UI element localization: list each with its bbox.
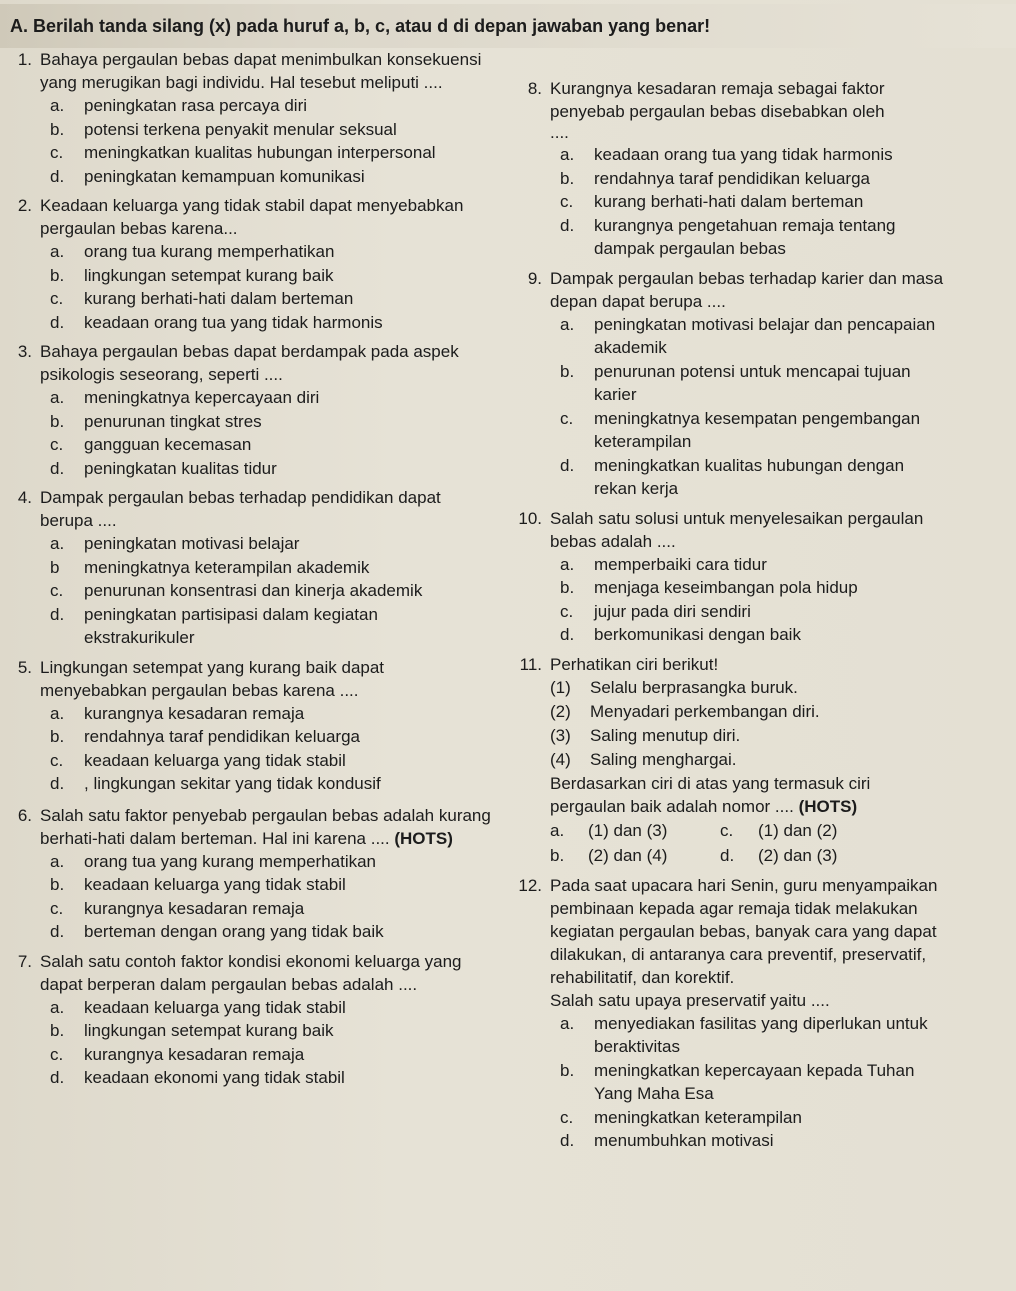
option-text: lingkungan setempat kurang baik [84,1021,334,1040]
option[interactable] [550,167,946,191]
option-key: c. [50,143,64,162]
option-key: d. [50,922,65,941]
question-6 [6,804,491,944]
option[interactable] [40,311,491,335]
option-text: kurangnya kesadaran remaja [84,703,305,723]
option-key: c. [560,192,574,211]
question-number: 7. [17,951,32,971]
option[interactable] [550,818,720,843]
option[interactable] [550,313,946,360]
option-text: meningkatkan kepercayaan kepada Tuhan Yang Maha Esa [594,1060,915,1103]
option-text: kurang berhati-hati dalam berteman [594,192,864,211]
option-text: kurangnya kesadaran remaja [84,1044,305,1064]
option[interactable] [40,897,491,921]
option-text: meningkatnya keterampilan akademik [84,557,370,577]
option-text: keadaan keluarga yang tidak stabil [84,875,346,894]
question-dots: .... [550,123,569,142]
option-key: a. [50,534,65,553]
option-key: c. [560,408,574,428]
question-5 [6,656,491,796]
option[interactable] [40,850,491,874]
option-text: penurunan konsentrasi dan kinerja akademik [84,581,423,600]
option-text: jujur pada diri sendiri [594,601,751,621]
option-key: d. [720,845,735,865]
option[interactable] [550,1106,946,1130]
option[interactable] [550,143,946,167]
option-text: lingkungan setempat kurang baik [84,265,334,285]
option-key: d. [50,458,65,478]
option-key: d. [50,604,65,624]
option-key: b. [560,361,575,381]
option[interactable] [40,579,491,603]
option[interactable] [40,996,491,1020]
option[interactable] [550,600,946,624]
option[interactable] [40,240,491,264]
statement-key: (2) [550,701,571,721]
question-text: Bahaya pergaulan bebas dapat berdampak pada aspek psikologis seseorang, seperti .... [40,342,459,384]
option[interactable] [40,457,491,481]
option[interactable] [40,386,491,410]
option[interactable] [40,165,491,189]
option[interactable] [40,556,491,580]
option-text: meningkatkan kualitas hubungan dengan rekan kerja [594,455,905,498]
option-text: menjaga keseimbangan pola hidup [594,578,858,597]
question-text: Keadaan keluarga yang tidak stabil dapat menyebabkan pergaulan bebas karena... [40,196,464,238]
option[interactable] [40,264,491,288]
option[interactable] [550,553,946,577]
question-10 [506,507,946,647]
option-key: d. [50,1068,65,1087]
option-text: orang tua kurang memperhatikan [84,242,335,261]
statement [550,700,946,724]
question-8 [506,77,946,261]
option-text: gangguan kecemasan [84,435,252,454]
option-text: peningkatan kualitas tidur [84,458,277,478]
option[interactable] [550,1129,946,1153]
statement [550,676,946,700]
option[interactable] [40,94,491,118]
option[interactable] [40,118,491,142]
question-prompt: Berdasarkan ciri di atas yang termasuk ciri pergaulan baik adalah nomor .... [550,773,871,816]
question-number: 8. [527,79,542,98]
option[interactable] [550,843,720,868]
option-key: c. [50,1044,64,1064]
option-key: b. [550,845,565,865]
option-text: meningkatnya kesempatan pengembangan keterampilan [594,408,921,451]
option-text: keadaan ekonomi yang tidak stabil [84,1068,345,1087]
option[interactable] [550,576,946,600]
option-text: potensi terkena penyakit menular seksual [84,119,397,139]
option-key: a. [50,388,65,407]
option-key: a. [50,851,65,871]
option-text: orang tua yang kurang memperhatikan [84,851,377,871]
section-header [0,4,1016,48]
option[interactable] [40,532,491,556]
option[interactable] [550,214,946,261]
option-text: menyediakan fasilitas yang diperlukan untuk beraktivitas [594,1013,928,1056]
option[interactable] [550,1012,946,1059]
question-text: Dampak pergaulan bebas terhadap karier dan masa depan dapat berupa .... [550,268,944,311]
statement [550,748,946,772]
question-text: Lingkungan setempat yang kurang baik dapat menyebabkan pergaulan bebas karena .... [40,657,385,700]
option[interactable] [40,873,491,897]
question-text: Salah satu contoh faktor kondisi ekonomi keluarga yang dapat berperan dalam pergaulan bebas adalah .... [40,951,462,994]
option[interactable] [40,725,491,749]
option-text: peningkatan motivasi belajar [84,534,300,553]
option-text: (2) dan (4) [588,845,668,865]
option-key: d. [560,215,575,235]
option-key: b. [50,411,65,431]
option-key: c. [50,581,64,600]
right-column [506,77,946,1153]
option[interactable] [40,603,491,650]
question-number: 11. [519,654,542,674]
statement-text: Selalu berprasangka buruk. [590,677,798,697]
question-11 [506,653,946,868]
question-2 [6,194,491,334]
option-key: b. [560,1060,575,1080]
option[interactable] [40,287,491,311]
option-text: berkomunikasi dengan baik [594,625,801,644]
question-number: 9. [527,268,542,288]
option-text: meningkatkan keterampilan [594,1107,802,1127]
option-text: , lingkungan sekitar yang tidak kondusif [84,774,381,793]
option[interactable] [40,749,491,773]
option[interactable] [40,1066,491,1090]
option-text: berteman dengan orang yang tidak baik [84,922,384,941]
question-text: Salah satu faktor penyebab pergaulan bebas adalah kurang berhati-hati dalam berteman. Hal ini karena .... [40,805,491,848]
left-column [6,48,491,1090]
option-key: a. [560,145,575,164]
option[interactable] [40,433,491,457]
option-key: b. [50,727,65,746]
option-key: d. [560,455,575,475]
option-key: b. [560,578,575,597]
option-text: keadaan keluarga yang tidak stabil [84,750,346,770]
question-1 [6,48,491,188]
option-text: (2) dan (3) [758,845,838,865]
option-text: kurangnya kesadaran remaja [84,898,305,918]
option-text: kurang berhati-hati dalam berteman [84,289,354,308]
option-text: meningkatkan kualitas hubungan interpersonal [84,143,436,162]
statement-text: Saling menghargai. [590,749,737,769]
question-7 [6,950,491,1090]
option[interactable] [40,410,491,434]
option-key: b. [50,265,65,285]
question-text: Perhatikan ciri berikut! [550,654,719,674]
question-text: Pada saat upacara hari Senin, guru menyampaikan pembinaan kepada agar remaja tidak melakukan kegiatan pergaulan bebas, banyak cara yang dapat dilakukan, di antaranya cara preventif, preservatif, rehabilitatif, dan korektif. [550,875,938,987]
option-text: peningkatan motivasi belajar dan pencapaian akademik [594,314,936,357]
option[interactable] [550,407,946,454]
option-key: c. [50,289,64,308]
question-number: 2. [17,196,32,215]
option-key: c. [50,750,64,770]
option-key: c. [720,820,734,840]
option-text: menumbuhkan motivasi [594,1131,774,1150]
question-9 [506,267,946,501]
option-key: d. [560,1131,575,1150]
option-text: keadaan orang tua yang tidak harmonis [84,312,383,332]
option-key: a. [50,997,65,1017]
question-prompt: Salah satu upaya preservatif yaitu .... [550,990,830,1010]
option-key: a. [560,1013,575,1033]
option-text: (1) dan (2) [758,820,838,840]
answer-grid [550,818,946,868]
option-text: kurangnya pengetahuan remaja tentang dampak pergaulan bebas [594,215,896,258]
option-text: peningkatan rasa percaya diri [84,96,308,115]
option-key: c. [560,601,574,621]
option-text: keadaan orang tua yang tidak harmonis [594,145,893,164]
question-3 [6,340,491,480]
option-key: a. [560,554,575,574]
option-key: d. [50,774,65,793]
option[interactable] [40,1019,491,1043]
question-number: 5. [17,657,32,677]
section-title: A. Berilah tanda silang (x) pada huruf a, b, c, atau d di depan jawaban yang benar! [10,16,711,36]
question-12 [506,874,946,1153]
hots-label: (HOTS) [394,828,453,848]
option-key: b [50,557,60,577]
statement-text: Menyadari perkembangan diri. [590,701,820,721]
question-number: 10. [518,508,542,528]
statement-key: (3) [550,725,571,745]
option-text: rendahnya taraf pendidikan keluarga [84,727,360,746]
option-key: d. [50,166,65,186]
option-text: peningkatan partisipasi dalam kegiatan ekstrakurikuler [84,604,378,647]
statement-text: Saling menutup diri. [590,725,741,745]
option-key: a. [560,314,575,334]
option-key: a. [550,820,565,840]
statement-key: (1) [550,677,571,697]
option-key: b. [560,168,575,188]
hots-label: (HOTS) [798,796,858,816]
option[interactable] [40,702,491,726]
option-key: c. [50,898,64,918]
option-text: (1) dan (3) [588,820,668,840]
option-text: peningkatan kemampuan komunikasi [84,166,365,186]
option-key: c. [50,435,64,454]
option[interactable] [720,818,890,843]
question-4 [6,486,491,650]
option[interactable] [720,843,890,868]
statement-key: (4) [550,749,571,769]
question-text: Kurangnya kesadaran remaja sebagai faktor penyebab pergaulan bebas disebabkan oleh [550,79,885,121]
option[interactable] [550,623,946,647]
option-text: keadaan keluarga yang tidak stabil [84,997,346,1017]
option[interactable] [40,772,491,796]
option-key: a. [50,96,65,115]
option-key: d. [50,312,65,332]
question-text: Bahaya pergaulan bebas dapat menimbulkan konsekuensi yang merugikan bagi individu. Hal tesebut meliputi .... [40,50,482,92]
option-key: a. [50,242,65,261]
option-key: b. [50,119,65,139]
statement [550,724,946,748]
option-key: b. [50,1021,65,1040]
option[interactable] [550,1059,946,1106]
option-text: memperbaiki cara tidur [594,554,767,574]
question-number: 6. [17,805,32,825]
option-key: b. [50,875,65,894]
question-text: Dampak pergaulan bebas terhadap pendidikan dapat berupa .... [40,488,441,530]
option-text: penurunan tingkat stres [84,411,262,431]
question-number: 12. [518,875,542,895]
option[interactable] [40,920,491,944]
question-number: 4. [17,488,32,507]
option[interactable] [550,360,946,407]
question-text: Salah satu solusi untuk menyelesaikan pergaulan bebas adalah .... [550,508,924,551]
option[interactable] [40,1043,491,1067]
option[interactable] [40,141,491,165]
question-number: 3. [17,342,32,361]
option-key: c. [560,1107,574,1127]
option-text: penurunan potensi untuk mencapai tujuan karier [594,361,911,404]
option[interactable] [550,190,946,214]
option-key: a. [50,703,65,723]
option-key: d. [560,625,575,644]
option[interactable] [550,454,946,501]
question-number: 1. [17,50,32,69]
option-text: meningkatnya kepercayaan diri [84,388,320,407]
option-text: rendahnya taraf pendidikan keluarga [594,168,870,188]
